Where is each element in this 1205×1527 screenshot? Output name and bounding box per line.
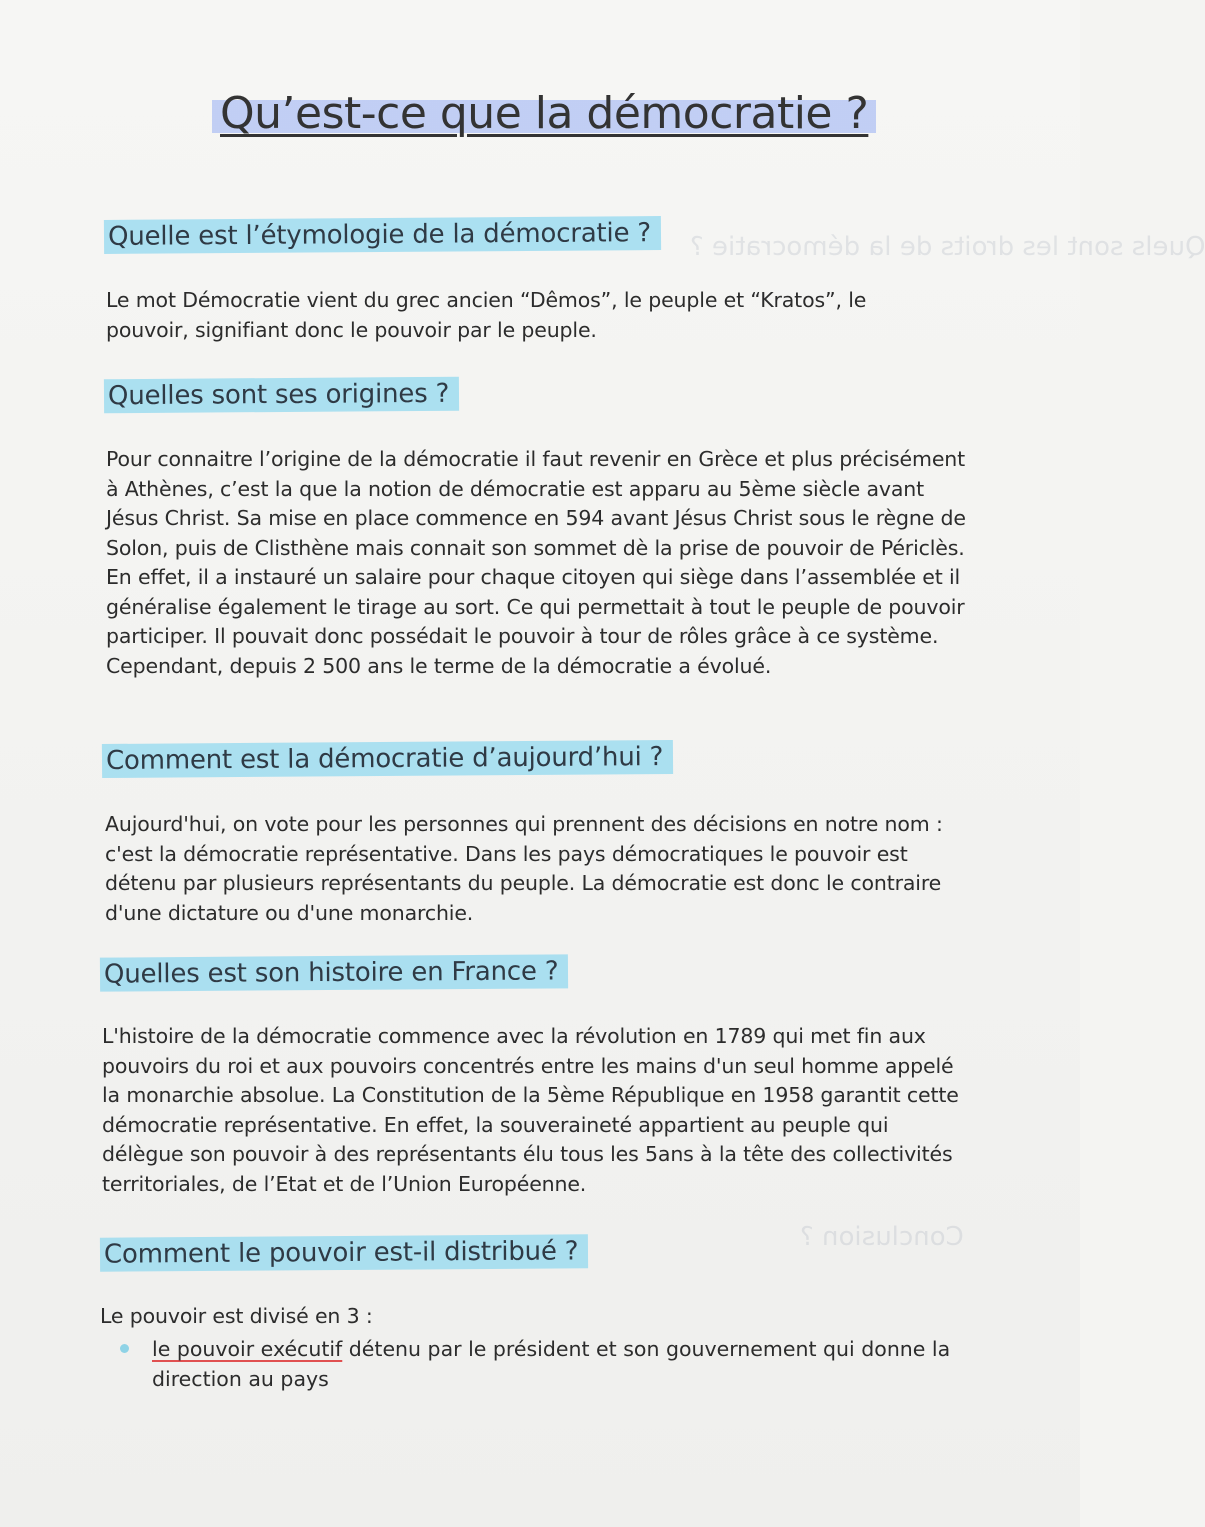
section-heading-origins: Quelles sont ses origines ?	[104, 377, 459, 413]
section-heading-etymology: Quelle est l’étymologie de la démocratie ?	[104, 216, 661, 254]
section-heading-france: Quelles est son histoire en France ?	[100, 954, 569, 991]
bullet-icon	[120, 1344, 129, 1353]
section-text-etymology: Le mot Démocratie vient du grec ancien “Dêmos”, le peuple et “Kratos”, le pouvoir, signifiant donc le pouvoir par le peuple.	[106, 288, 867, 342]
list-item-term: le pouvoir exécutif	[152, 1337, 343, 1361]
page-title: Qu’est-ce que la démocratie ?	[212, 86, 876, 141]
section-text-origins: Pour connaitre l’origine de la démocratie il faut revenir en Grèce et plus précisément à Athènes, c’est la que la notion de démocratie est apparu au 5ème siècle avant Jésus Christ. Sa mise en place commence en 594 avant Jésus Christ sous le règne de Solon, puis de Clisthène mais connait son sommet dè la prise de pouvoir de Périclès. En effet, il a instauré un salaire pour chaque citoyen qui siège dans l’assemblée et il généralise également le tirage au sort. Ce qui permettait à tout le peuple de pouvoir participer. Il pouvait donc possédait le pouvoir à tour de rôles grâce à ce système. Cependant, depuis 2 500 ans le terme de la démocratie a évolué.	[106, 447, 966, 678]
list-item-text: détenu par le président et son gouvernement qui donne la direction au pays	[152, 1337, 951, 1391]
power-list	[112, 1334, 972, 1394]
section-text-today: Aujourd'hui, on vote pour les personnes qui prennent des décisions en notre nom : c'est la démocratie représentative. Dans les pays démocratiques le pouvoir est détenu par plusieurs représentants du peuple. La démocratie est donc le contraire d'une dictature ou d'une monarchie.	[105, 812, 943, 925]
list-item	[112, 1334, 972, 1394]
bleed-through-heading: Quels sont les droits de la démocratie ?	[690, 232, 1205, 262]
section-heading-power: Comment le pouvoir est-il distribué ?	[100, 1234, 589, 1271]
section-heading-today: Comment est la démocratie d’aujourd’hui ?	[102, 740, 673, 778]
section-text-power: Le pouvoir est divisé en 3 :	[100, 1304, 373, 1328]
section-text-france: L'histoire de la démocratie commence avec la révolution en 1789 qui met fin aux pouvoirs du roi et aux pouvoirs concentrés entre les mains d'un seul homme appelé la monarchie absolue. La Constitution de la 5ème République en 1958 garantit cette démocratie représentative. En effet, la souveraineté appartient au peuple qui délègue son pouvoir à des représentants élu tous les 5ans à la tête des collectivités territoriales, de l’Etat et de l’Union Européenne.	[102, 1024, 959, 1196]
bleed-through-heading: Conclusion ?	[800, 1222, 964, 1252]
